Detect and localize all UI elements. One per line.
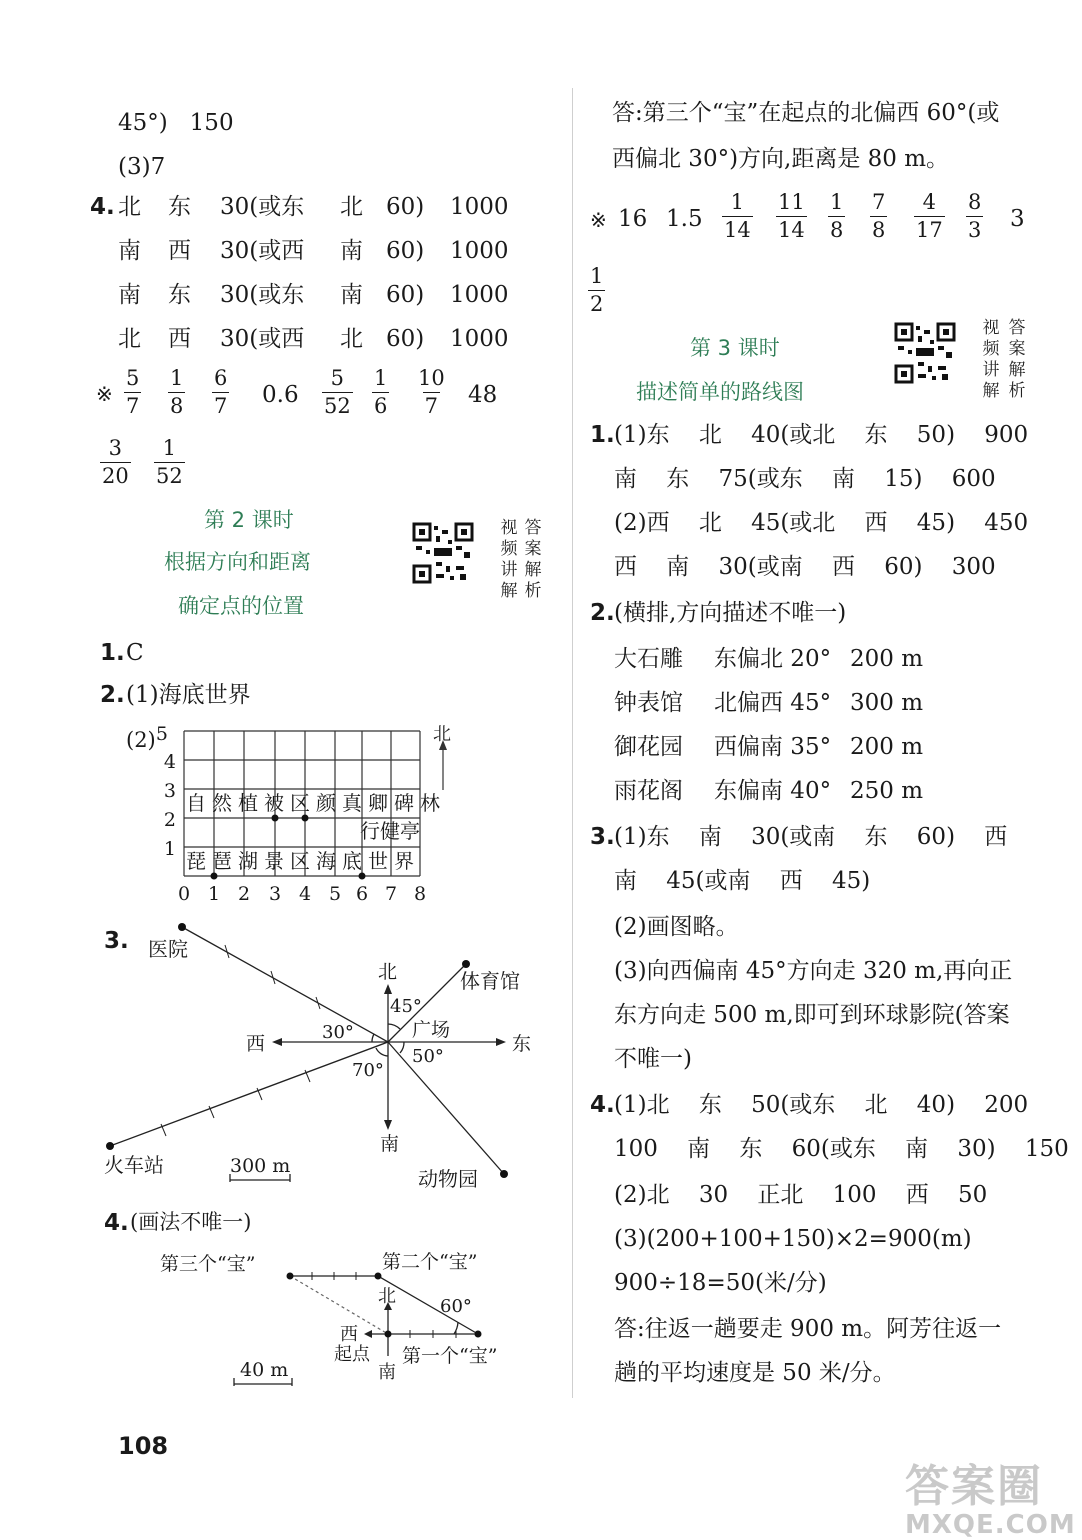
- answer-line: 南 东 75(或东 南 15) 600: [614, 466, 996, 492]
- answer-line: 45°) 150: [118, 110, 234, 136]
- fraction: $\frac{8}{3}$: [968, 190, 982, 242]
- place-label: 火车站: [104, 1153, 164, 1177]
- map-label: 行健亭: [360, 819, 420, 843]
- angle-label: 50°: [412, 1046, 444, 1067]
- start-label: 起点: [334, 1344, 370, 1365]
- x-tick: 8: [413, 883, 427, 905]
- integer: 3: [1010, 206, 1025, 232]
- answer-line: 东方向走 500 m,即可到环球影院(答案: [614, 1002, 1010, 1028]
- fraction: $\frac{4}{17}$: [916, 190, 943, 242]
- answer-line: 答:第三个“宝”在起点的北偏西 60°(或: [612, 100, 1000, 126]
- x-tick: 5: [328, 883, 342, 905]
- cell: 北: [340, 194, 363, 220]
- integer: 16: [618, 206, 648, 232]
- star-mark: ※: [590, 208, 607, 232]
- map-label: 琵琶湖景区海底世界: [186, 849, 420, 873]
- cell: 30(或东: [220, 282, 305, 308]
- cell: 1000: [450, 326, 509, 352]
- angle-label: 60°: [440, 1296, 472, 1317]
- treasure-label: 第三个“宝”: [160, 1253, 256, 1275]
- cell: 60): [386, 238, 425, 264]
- y-tick: 1: [163, 838, 176, 860]
- cell: 西: [168, 326, 191, 352]
- scale-label: 40 m: [240, 1359, 289, 1381]
- x-tick: 0: [177, 883, 191, 905]
- answer-line: 南 45(或南 西 45): [614, 868, 871, 894]
- fraction: $\frac{5}{52}$: [324, 366, 351, 418]
- fraction: $\frac{7}{8}$: [872, 190, 886, 242]
- treasure-label: 第二个“宝”: [382, 1251, 478, 1273]
- fraction: $\frac{10}{7}$: [418, 366, 445, 418]
- cell: 北: [118, 194, 141, 220]
- map-label: 自然植被区颜真卿碑林: [186, 791, 446, 815]
- compass-north: 北: [378, 1286, 396, 1307]
- part-label: (2): [126, 728, 156, 752]
- cell: 南: [340, 282, 363, 308]
- answer-line: (3)向西偏南 45°方向走 320 m,再向正: [614, 958, 1013, 984]
- compass-west: 西: [246, 1033, 266, 1055]
- cell: 1000: [450, 282, 509, 308]
- cell: 御花园: [614, 734, 683, 760]
- compass-west: 西: [340, 1324, 358, 1345]
- place-label: 广场: [412, 1019, 451, 1041]
- cell: 30(或东: [220, 194, 305, 220]
- cell: 大石雕: [614, 646, 683, 672]
- qr-caption: 视 频 讲 解: [982, 318, 1000, 401]
- cell: 60): [386, 282, 425, 308]
- question-number: 3.: [590, 824, 615, 850]
- question-number: 1.: [100, 640, 125, 666]
- fraction: $\frac{3}{20}$: [102, 436, 129, 488]
- place-label: 体育馆: [460, 969, 520, 993]
- answer-text: C: [126, 640, 144, 666]
- place-label: 动物园: [418, 1167, 478, 1191]
- fraction: $\frac{1}{52}$: [156, 436, 183, 488]
- answer-line: (1)东 南 30(或南 东 60) 西: [614, 824, 1008, 850]
- cell: 200 m: [850, 734, 924, 760]
- answer-line: (2)北 30 正北 100 西 50: [614, 1182, 988, 1208]
- answer-line: 西偏北 30°)方向,距离是 80 m。: [612, 146, 950, 172]
- cell: 南: [118, 238, 141, 264]
- x-tick: 7: [384, 883, 398, 905]
- answer-text: (1)海底世界: [126, 682, 251, 708]
- cell: 200 m: [850, 646, 924, 672]
- x-tick: 6: [355, 883, 369, 905]
- y-tick: 5: [155, 723, 168, 745]
- fraction: $\frac{1}{8}$: [170, 366, 184, 418]
- cell: 南: [118, 282, 141, 308]
- answer-line: (1)北 东 50(或东 北 40) 200: [614, 1092, 1029, 1118]
- question-number: 4.: [590, 1092, 615, 1118]
- cell: 1000: [450, 194, 509, 220]
- question-number: 2.: [100, 682, 125, 708]
- cell: 西: [168, 238, 191, 264]
- cell: 东: [168, 282, 191, 308]
- fraction: $\frac{6}{7}$: [214, 366, 228, 418]
- compass-north: 北: [378, 961, 398, 983]
- decimal: 1.5: [666, 206, 703, 232]
- angle-label: 45°: [390, 996, 422, 1017]
- answer-line: (2)画图略。: [614, 914, 739, 940]
- cell: 北偏西 45°: [714, 690, 832, 716]
- lesson-title: 第 2 课时: [204, 508, 294, 532]
- cell: 北: [118, 326, 141, 352]
- north-label: 北: [433, 724, 451, 745]
- cell: 东: [168, 194, 191, 220]
- cell: 60): [386, 326, 425, 352]
- cell: 60): [386, 194, 425, 220]
- fraction: $\frac{1}{2}$: [590, 264, 604, 316]
- lesson-title: 第 3 课时: [690, 336, 780, 360]
- x-tick: 4: [298, 883, 312, 905]
- fraction: $\frac{5}{7}$: [126, 366, 140, 418]
- qr-caption: 答 案 解 析: [1008, 318, 1026, 401]
- cell: 北: [340, 326, 363, 352]
- y-tick: 3: [163, 780, 176, 802]
- answer-line: 900÷18=50(米/分): [614, 1270, 827, 1296]
- place-label: 医院: [148, 937, 188, 961]
- answer-text: (画法不唯一): [130, 1210, 252, 1234]
- angle-label: 70°: [352, 1060, 384, 1081]
- cell: 30(或西: [220, 326, 305, 352]
- fraction: $\frac{11}{14}$: [778, 190, 805, 242]
- y-tick: 2: [163, 809, 176, 831]
- cell: 300 m: [850, 690, 924, 716]
- lesson-subtitle: 根据方向和距离: [164, 550, 311, 574]
- fraction: $\frac{1}{8}$: [830, 190, 844, 242]
- cell: 1000: [450, 238, 509, 264]
- question-number: 3.: [104, 928, 129, 954]
- qr-caption: 视 频 讲 解: [500, 518, 518, 601]
- cell: 西偏南 35°: [714, 734, 832, 760]
- fraction: $\frac{1}{6}$: [374, 366, 388, 418]
- angle-label: 30°: [322, 1022, 354, 1043]
- star-mark: ※: [96, 382, 113, 406]
- x-tick: 1: [207, 883, 221, 905]
- question-number: 4.: [104, 1210, 129, 1236]
- x-tick: 2: [237, 883, 251, 905]
- answer-line: 西 南 30(或南 西 60) 300: [614, 554, 996, 580]
- lesson-subtitle: 描述简单的路线图: [636, 380, 804, 404]
- answer-line: 100 南 东 60(或东 南 30) 150: [614, 1136, 1069, 1162]
- page-number: 108: [118, 1432, 169, 1460]
- compass-east: 东: [512, 1033, 532, 1055]
- qr-caption: 答 案 解 析: [524, 518, 542, 601]
- question-number: 2.: [590, 600, 615, 626]
- watermark-logo: 答案圈 MXQE.COM: [905, 1461, 1076, 1540]
- x-tick: 3: [268, 883, 282, 905]
- question-number: 4.: [90, 194, 115, 220]
- answer-line: 趟的平均速度是 50 米/分。: [614, 1360, 896, 1386]
- answer-line: (1)东 北 40(或北 东 50) 900: [614, 422, 1029, 448]
- answer-line: (横排,方向描述不唯一): [614, 600, 847, 626]
- integer: 48: [468, 382, 498, 408]
- lesson-subtitle: 确定点的位置: [178, 594, 304, 618]
- cell: 东偏北 20°: [714, 646, 832, 672]
- cell: 30(或西: [220, 238, 305, 264]
- compass-south: 南: [378, 1362, 396, 1383]
- answer-line: 不唯一): [614, 1046, 692, 1072]
- compass-south: 南: [380, 1133, 400, 1155]
- answer-line: (2)西 北 45(或北 西 45) 450: [614, 510, 1029, 536]
- cell: 钟表馆: [614, 690, 683, 716]
- scale-label: 300 m: [230, 1155, 291, 1177]
- fraction: $\frac{1}{14}$: [724, 190, 751, 242]
- answer-line: 答:往返一趟要走 900 m。阿芳往返一: [614, 1316, 1002, 1342]
- y-tick: 4: [163, 751, 176, 773]
- cell: 东偏南 40°: [714, 778, 832, 804]
- decimal: 0.6: [262, 382, 299, 408]
- cell: 250 m: [850, 778, 924, 804]
- cell: 雨花阁: [614, 778, 683, 804]
- question-number: 1.: [590, 422, 615, 448]
- answer-line: (3)(200+100+150)×2=900(m): [614, 1226, 972, 1252]
- qr-code-icon[interactable]: [894, 322, 956, 384]
- treasure-label: 第一个“宝”: [402, 1345, 498, 1367]
- cell: 南: [340, 238, 363, 264]
- answer-line: (3)7: [118, 154, 166, 180]
